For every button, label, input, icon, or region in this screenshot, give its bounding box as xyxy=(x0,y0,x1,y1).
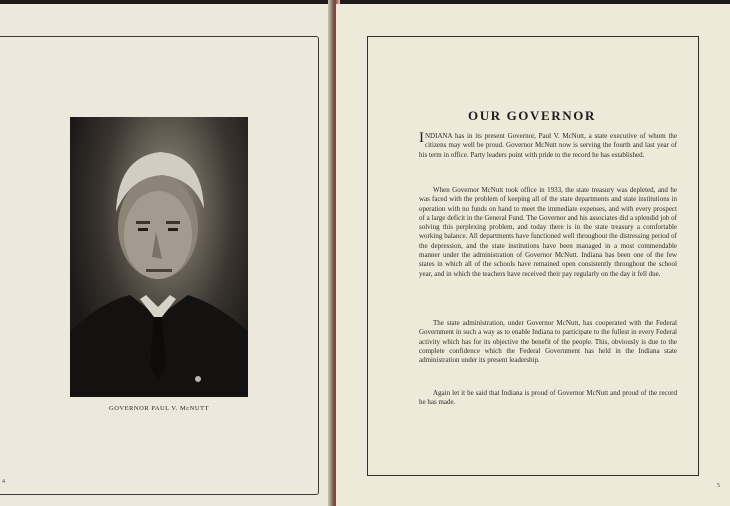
paragraph-1-text: NDIANA has in its present Governor, Paul V. McNutt, a state executive of whom the citizens may well be proud. Governor McNutt now is serving the fourth and last year of his term in office. Party leaders point with pride to the record he has established. xyxy=(419,132,677,159)
paragraph-2: When Governor McNutt took office in 1933, the state treasury was depleted, and he was faced with the problem of keeping all of the state departments and state institutions in operation with no funds on hand to meet the immediate expenses, and with every prospect of a large deficit in the General Fund. The Governor and his associates did a splendid job of solving this perplexing problem, and today there is in the state treasury a comfortable working balance. All departments have functioned well throughout the distressing period of the depression, and the state institutions have been managed in a most commendable manner under the administration of Governor McNutt. Indiana has been one of the few states in which all of the schools have remained open consistently throughout the school year, and in which the teachers have received their pay regularly on the day it fell due. xyxy=(419,186,677,278)
left-page xyxy=(0,4,333,506)
paragraph-1 xyxy=(419,132,677,160)
governor-portrait-photo xyxy=(70,117,248,397)
right-page-number: 5 xyxy=(717,483,720,489)
drop-cap: I xyxy=(419,130,424,146)
page-title: OUR GOVERNOR xyxy=(468,108,596,123)
left-page-number: 4 xyxy=(2,479,5,485)
right-page xyxy=(336,4,730,506)
photo-caption: GOVERNOR PAUL V. McNUTT xyxy=(109,405,209,412)
paragraph-3: The state administration, under Governor McNutt, has cooperated with the Federal Government in such a way as to enable Indiana to participate to the fullest in every Federal activity which has for its objective the benefit of the people. This, obviously is due to the complete confidence which the Federal Government has held in the Indiana state administration under its present leadership. xyxy=(419,319,677,365)
paragraph-4: Again let it be said that Indiana is proud of Governor McNutt and proud of the record he has made. xyxy=(419,389,677,407)
